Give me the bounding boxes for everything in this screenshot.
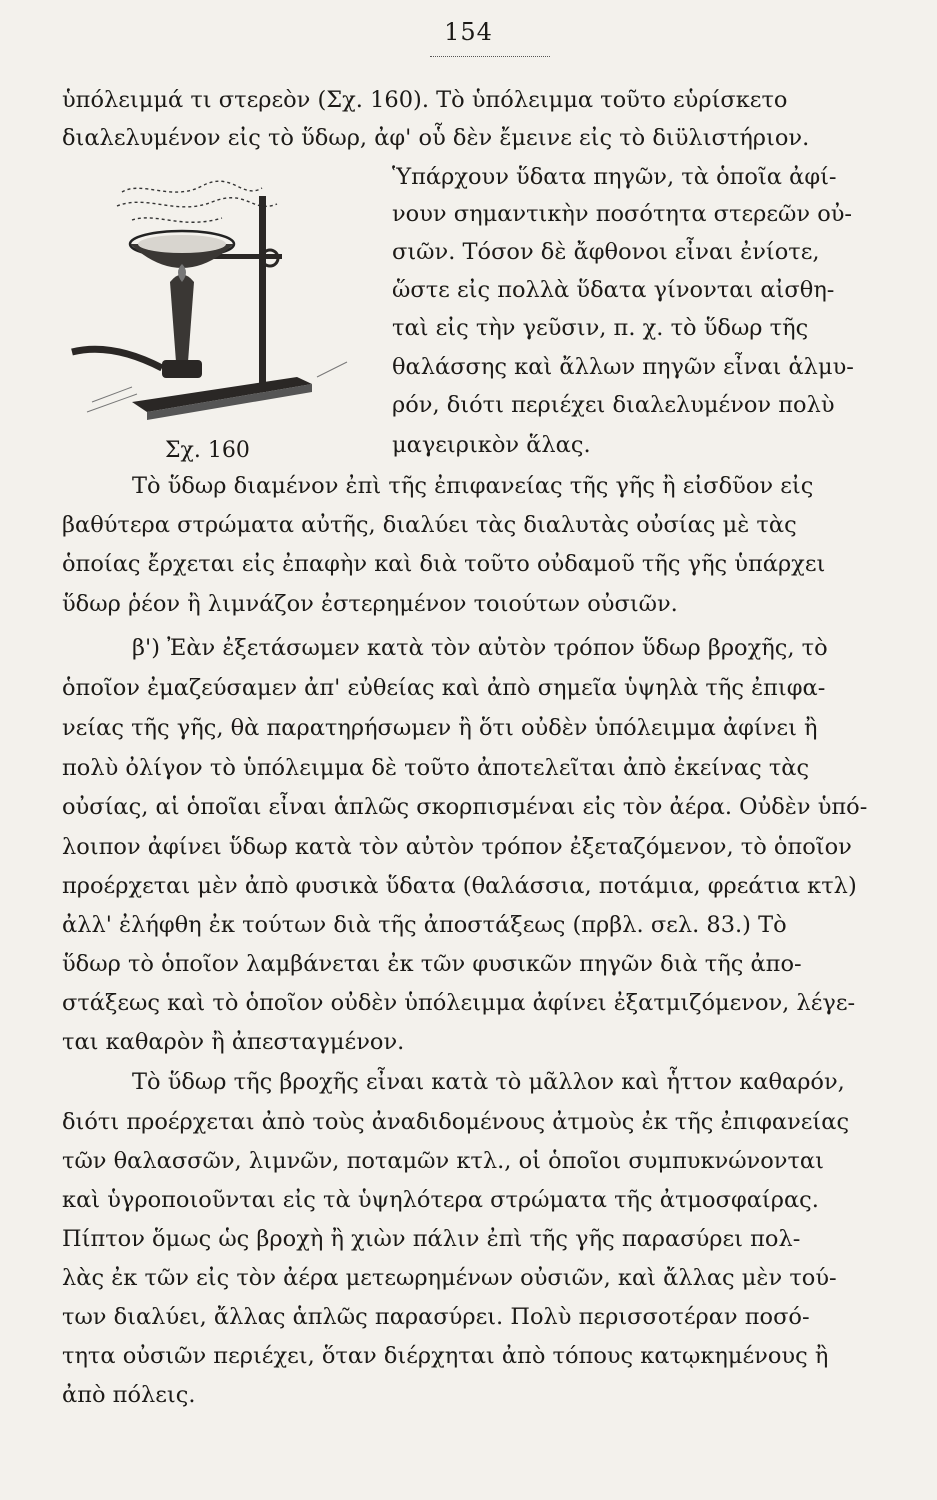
text-line: Τὸ ὕδωρ τῆς βροχῆς εἶναι κατὰ τὸ μᾶλλον καὶ ἧττον καθαρόν, — [132, 1069, 845, 1095]
evaporating-dish-on-stand-icon — [62, 172, 362, 442]
text-line: οὐσίας, αἱ ὁποῖαι εἶναι ἁπλῶς σκορπισμέναι εἰς τὸν ἀέρα. Οὐδὲν ὑπό- — [62, 794, 868, 820]
text-line: καὶ ὑγροποιοῦνται εἰς τὰ ὑψηλότερα στρώματα τῆς ἀτμοσφαίρας. — [62, 1187, 819, 1213]
text-line: πολὺ ὀλίγον τὸ ὑπόλειμμα δὲ τοῦτο ἀποτελεῖται ἀπὸ ἐκείνας τὰς — [62, 755, 810, 781]
text-line: βαθύτερα στρώματα αὐτῆς, διαλύει τὰς διαλυτὰς οὐσίας μὲ τὰς — [62, 512, 797, 538]
text-line: μαγειρικὸν ἅλας. — [392, 432, 591, 458]
text-line: νείας τῆς γῆς, θὰ παρατηρήσωμεν ἢ ὅτι οὐδὲν ὑπόλειμμα ἀφίνει ἢ — [62, 715, 818, 741]
text-line: ται καθαρὸν ἢ ἀπεσταγμένον. — [62, 1029, 405, 1055]
text-line: ἀπὸ πόλεις. — [62, 1382, 196, 1408]
text-line: λὰς ἐκ τῶν εἰς τὸν ἀέρα μετεωρημένων οὐσιῶν, καὶ ἄλλας μὲν τού- — [62, 1265, 837, 1291]
text-line: λοιπον ἀφίνει ὕδωρ κατὰ τὸν αὐτὸν τρόπον ἐξεταζόμενον, τὸ ὁποῖον — [62, 834, 852, 860]
text-line: νουν σημαντικὴν ποσότητα στερεῶν οὐ- — [392, 201, 853, 227]
text-line: διότι προέρχεται ἀπὸ τοὺς ἀναδιδομένους ἀτμοὺς ἐκ τῆς ἐπιφανείας — [62, 1109, 850, 1135]
text-line: των διαλύει, ἄλλας ἁπλῶς παρασύρει. Πολὺ περισσοτέραν ποσό- — [62, 1304, 810, 1330]
page-number: 154 — [444, 18, 493, 46]
text-line: ὥστε εἰς πολλὰ ὕδατα γίνονται αἰσθη- — [392, 277, 835, 303]
text-line: Τὸ ὕδωρ διαμένον ἐπὶ τῆς ἐπιφανείας τῆς γῆς ἢ εἰσδῦον εἰς — [132, 473, 814, 499]
text-line: ἀλλ' ἐλήφθη ἐκ τούτων διὰ τῆς ἀποστάξεως (πρβλ. σελ. 83.) Τὸ — [62, 912, 787, 938]
text-line: θαλάσσης καὶ ἄλλων πηγῶν εἶναι ἁλμυ- — [392, 354, 854, 380]
text-line: προέρχεται μὲν ἀπὸ φυσικὰ ὕδατα (θαλάσσια, ποτάμια, φρεάτια κτλ) — [62, 873, 857, 899]
text-line: ὑπόλειμμά τι στερεὸν (Σχ. 160). Τὸ ὑπόλειμμα τοῦτο εὑρίσκετο — [62, 87, 788, 113]
text-line: Πίπτον ὅμως ὡς βροχὴ ἢ χιὼν πάλιν ἐπὶ τῆς γῆς παρασύρει πολ- — [62, 1226, 801, 1252]
text-line: β') Ἐὰν ἐξετάσωμεν κατὰ τὸν αὐτὸν τρόπον ὕδωρ βροχῆς, τὸ — [132, 635, 828, 661]
text-line: τητα οὐσιῶν περιέχει, ὅταν διέρχηται ἀπὸ τόπους κατῳκημένους ἢ — [62, 1343, 829, 1369]
figure-caption: Σχ. 160 — [165, 438, 250, 463]
text-line: ὁποίας ἔρχεται εἰς ἐπαφὴν καὶ διὰ τοῦτο οὐδαμοῦ τῆς γῆς ὑπάρχει — [62, 551, 826, 577]
text-line: σιῶν. Τόσον δὲ ἄφθονοι εἶναι ἐνίοτε, — [392, 239, 820, 265]
header-rule — [430, 56, 550, 57]
text-line: στάξεως καὶ τὸ ὁποῖον οὐδὲν ὑπόλειμμα ἀφίνει ἐξατμιζόμενον, λέγε- — [62, 990, 856, 1016]
text-line: ταὶ εἰς τὴν γεῦσιν, π. χ. τὸ ὕδωρ τῆς — [392, 315, 809, 341]
text-line: ρόν, διότι περιέχει διαλελυμένον πολὺ — [392, 392, 835, 418]
text-line: ὕδωρ τὸ ὁποῖον λαμβάνεται ἐκ τῶν φυσικῶν πηγῶν διὰ τῆς ἀπο- — [62, 951, 802, 977]
figure-160 — [62, 172, 362, 472]
text-line: διαλελυμένον εἰς τὸ ὕδωρ, ἀφ' οὗ δὲν ἔμεινε εἰς τὸ διϋλιστήριον. — [62, 125, 810, 151]
text-line: Ὑπάρχουν ὕδατα πηγῶν, τὰ ὁποῖα ἀφί- — [392, 164, 837, 190]
text-line: τῶν θαλασσῶν, λιμνῶν, ποταμῶν κτλ., οἱ ὁποῖοι συμπυκνώνονται — [62, 1148, 824, 1174]
text-line: ὁποῖον ἐμαζεύσαμεν ἀπ' εὐθείας καὶ ἀπὸ σημεῖα ὑψηλὰ τῆς ἐπιφα- — [62, 675, 826, 701]
text-line: ὕδωρ ῥέον ἢ λιμνάζον ἐστερημένον τοιούτων οὐσιῶν. — [62, 591, 678, 617]
